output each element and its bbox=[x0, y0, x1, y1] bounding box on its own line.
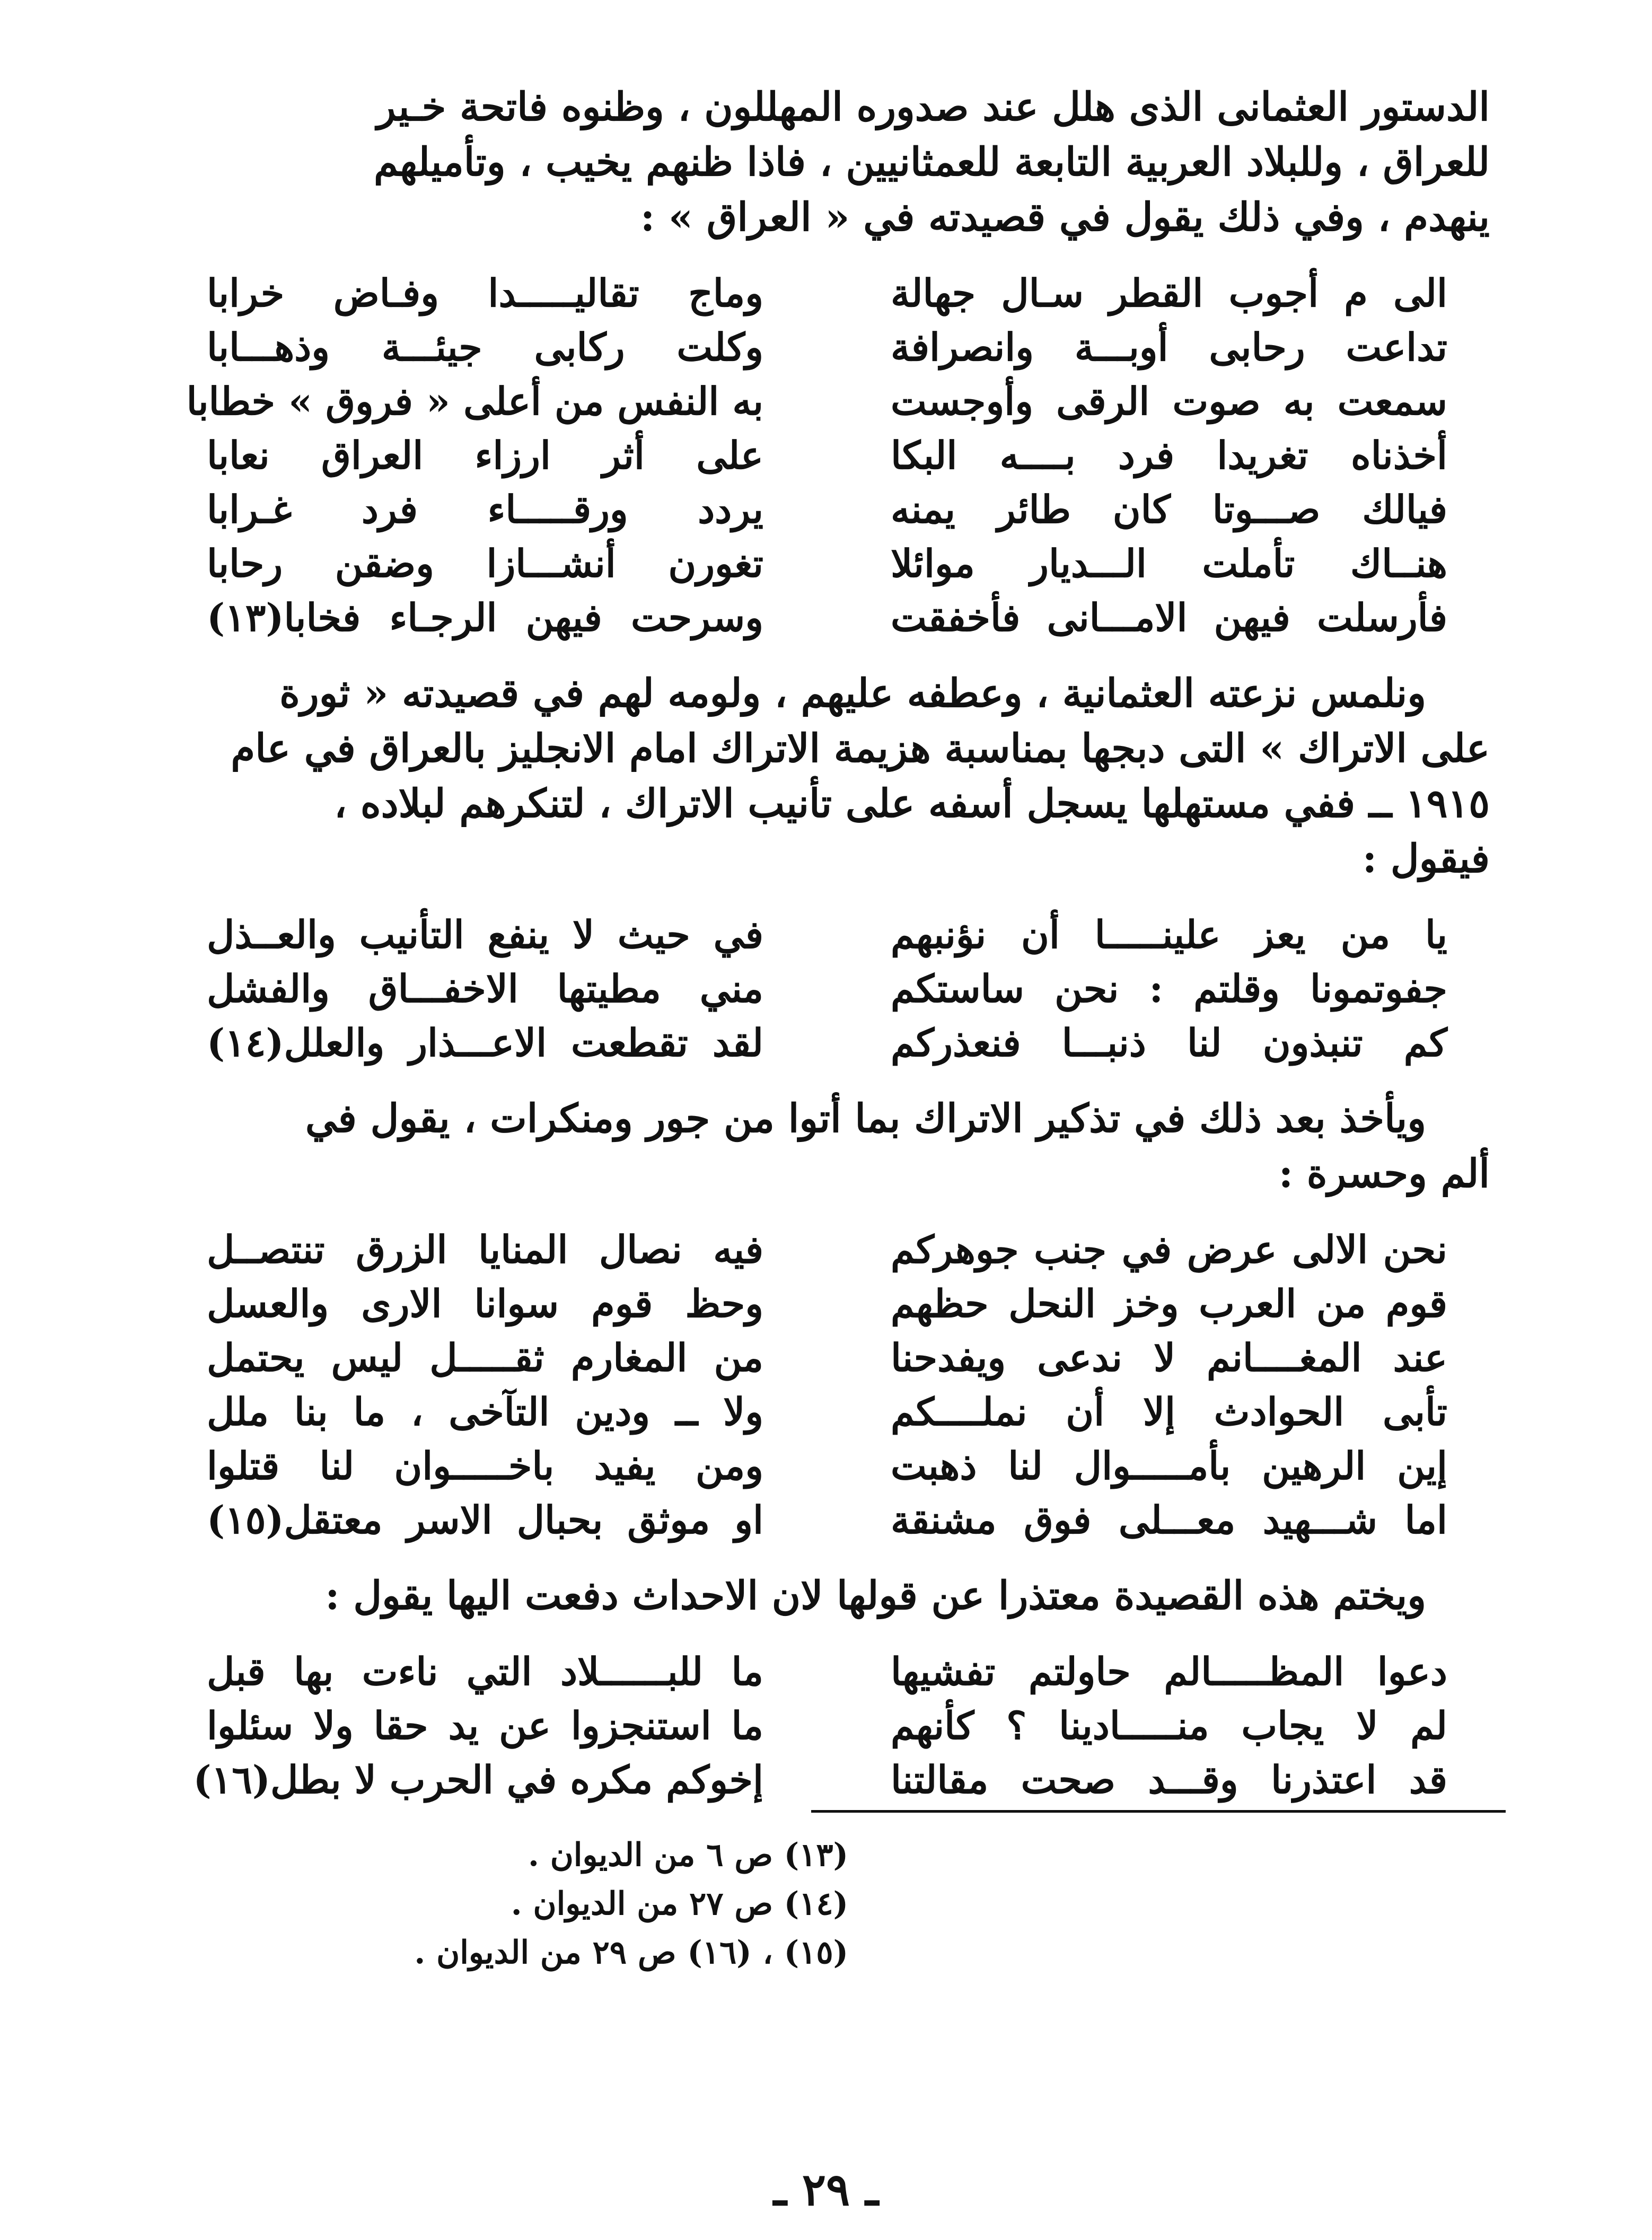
verse-hemistich: وماج تقاليـــــدا وفـاض خرابا bbox=[207, 270, 763, 315]
intro-paragraph bbox=[175, 80, 1490, 245]
poem-grievances bbox=[175, 1223, 1490, 1547]
poem-revolt-second-hemistichs bbox=[207, 908, 763, 1070]
verse-hemistich: لقد تقطعت الاعـــذار والعلل(١٤) bbox=[207, 1020, 763, 1065]
verse-hemistich: قد اعتذرنا وقـــد صحت مقالتنا bbox=[891, 1757, 1447, 1802]
verse-hemistich: ومن يفيد باخـــــوان لنا قتلوا bbox=[207, 1443, 763, 1488]
poem-apology bbox=[175, 1645, 1490, 1807]
verse-hemistich: دعوا المظـــــالم حاولتم تفشيها bbox=[891, 1649, 1447, 1694]
poem-revolt bbox=[175, 908, 1490, 1070]
verse-hemistich: وكلت ركابى جيئـــة وذهـــابا bbox=[207, 324, 763, 370]
verse-hemistich: لم لا يجاب منـــــادينا ؟ كأنهم bbox=[891, 1703, 1447, 1748]
intro-line-2: للعراق ، وللبلاد العربية التابعة للعمثانيين ، فاذا ظنهم يخيب ، وتأميلهم bbox=[373, 139, 1490, 185]
book-page bbox=[175, 80, 1490, 1977]
paragraph-line: ونلمس نزعته العثمانية ، وعطفه عليهم ، ولومه لهم في قصيدته « ثورة bbox=[279, 671, 1426, 716]
verse-hemistich: أخذناه تغريدا فرد بــــه البكا bbox=[891, 433, 1447, 478]
verse-hemistich: قوم من العرب وخز النحل حظهم bbox=[891, 1281, 1447, 1326]
poem-iraq bbox=[175, 266, 1490, 645]
verse-hemistich: به النفس من أعلى « فروق » خطابا bbox=[186, 379, 763, 424]
verse-hemistich: فأرسلت فيهن الامـــانى فأخفقت bbox=[891, 595, 1447, 640]
paragraph-revolt bbox=[175, 666, 1490, 886]
verse-hemistich: مني مطيتها الاخفـــاق والفشل bbox=[207, 966, 763, 1011]
footnote-14: (١٤) ص ٢٧ من الديوان . bbox=[511, 1885, 848, 1922]
verse-hemistich: تأبى الحوادث إلا أن نملــــكم bbox=[891, 1389, 1447, 1434]
verse-hemistich: تغورن أنشـــازا وضقن رحابا bbox=[207, 541, 763, 586]
verse-hemistich: ولا ــ ودين التآخى ، ما بنا ملل bbox=[207, 1389, 763, 1434]
paragraph-line: فيقول : bbox=[1362, 836, 1490, 882]
verse-hemistich: من المغارم ثقـــــل ليس يحتمل bbox=[207, 1335, 763, 1380]
footnotes bbox=[318, 1831, 848, 1977]
verse-hemistich: على أثر ارزاء العراق نعابا bbox=[207, 433, 763, 478]
poem-grievances-second-hemistichs bbox=[207, 1223, 763, 1547]
poem-iraq-second-hemistichs bbox=[186, 266, 763, 645]
verse-hemistich: الى م أجوب القطر سـال جهالة bbox=[891, 270, 1447, 315]
poem-apology-second-hemistichs bbox=[193, 1645, 763, 1807]
footnote-15-16: (١٥) ، (١٦) ص ٢٩ من الديوان . bbox=[414, 1934, 848, 1971]
verse-hemistich: تداعت رحابى أوبـــة وانصرافة bbox=[891, 324, 1447, 370]
verse-hemistich: هنــاك تأملت الـــديار موائلا bbox=[891, 541, 1447, 586]
poem-iraq-first-hemistichs bbox=[891, 266, 1447, 645]
verse-hemistich: فيالك صـــوتا كان طائر يمنه bbox=[891, 487, 1447, 532]
verse-hemistich: يا من يعز علينـــــا أن نؤنبهم bbox=[891, 912, 1447, 957]
verse-hemistich: يردد ورقـــــاء فرد غـرابا bbox=[207, 487, 763, 532]
verse-hemistich: نحن الالى عرض في جنب جوهركم bbox=[891, 1227, 1447, 1272]
verse-hemistich: إين الرهين بأمـــــوال لنا ذهبت bbox=[891, 1443, 1447, 1488]
verse-hemistich: او موثق بحبال الاسر معتقل(١٥) bbox=[207, 1497, 763, 1542]
paragraph-line: ألم وحسرة : bbox=[1278, 1151, 1490, 1197]
paragraph-reminder bbox=[175, 1091, 1490, 1201]
verse-hemistich: ما استنجزوا عن يد حقا ولا سئلوا bbox=[207, 1703, 763, 1748]
verse-hemistich: جفوتمونا وقلتم : نحن ساستكم bbox=[891, 966, 1447, 1011]
footnote-13: (١٣) ص ٦ من الديوان . bbox=[528, 1837, 848, 1874]
verse-hemistich: إخوكم مكره في الحرب لا بطل(١٦) bbox=[193, 1757, 763, 1802]
verse-hemistich: ما للبــــــلاد التي ناءت بها قبل bbox=[207, 1649, 763, 1694]
paragraph-line: ١٩١٥ ــ ففي مستهلها يسجل أسفه على تأنيب الاتراك ، لتنكرهم لبلاده ، bbox=[334, 781, 1490, 827]
poem-revolt-first-hemistichs bbox=[891, 908, 1447, 1070]
poem-grievances-first-hemistichs bbox=[891, 1223, 1447, 1547]
paragraph-line: على الاتراك » التى دبجها بمناسبة هزيمة الاتراك امام الانجليز بالعراق في عام bbox=[231, 726, 1490, 771]
intro-line-3: ينهدم ، وفي ذلك يقول في قصيدته في « العراق » : bbox=[640, 195, 1490, 240]
paragraph-closing bbox=[175, 1568, 1490, 1623]
paragraph-line: ويختم هذه القصيدة معتذرا عن قولها لان الاحداث دفعت اليها يقول : bbox=[325, 1573, 1426, 1619]
verse-hemistich: وسرحت فيهن الرجـاء فخابا(١٣) bbox=[207, 595, 763, 640]
verse-hemistich: في حيث لا ينفع التأنيب والعــذل bbox=[207, 912, 763, 957]
poem-apology-first-hemistichs bbox=[891, 1645, 1447, 1807]
verse-hemistich: اما شـــهيد معـــلى فوق مشنقة bbox=[891, 1497, 1447, 1542]
verse-hemistich: وحظ قوم سوانا الارى والعسل bbox=[207, 1281, 763, 1326]
verse-hemistich: سمعت به صوت الرقى وأوجست bbox=[891, 379, 1447, 424]
verse-hemistich: فيه نصال المنايا الزرق تنتصــل bbox=[207, 1227, 763, 1272]
verse-hemistich: كم تنبذون لنا ذنبـــا فنعذركم bbox=[891, 1020, 1447, 1065]
intro-line-1: الدستور العثمانى الذى هلل عند صدوره المهللون ، وظنوه فاتحة خـير bbox=[376, 84, 1490, 130]
page-number: ـ ٢٩ ـ bbox=[774, 2163, 878, 2216]
verse-hemistich: عند المغــــانم لا ندعى ويفدحنا bbox=[891, 1335, 1447, 1380]
paragraph-line: ويأخذ بعد ذلك في تذكير الاتراك بما أتوا من جور ومنكرات ، يقول في bbox=[305, 1096, 1426, 1141]
footnote-divider bbox=[811, 1810, 1506, 1813]
